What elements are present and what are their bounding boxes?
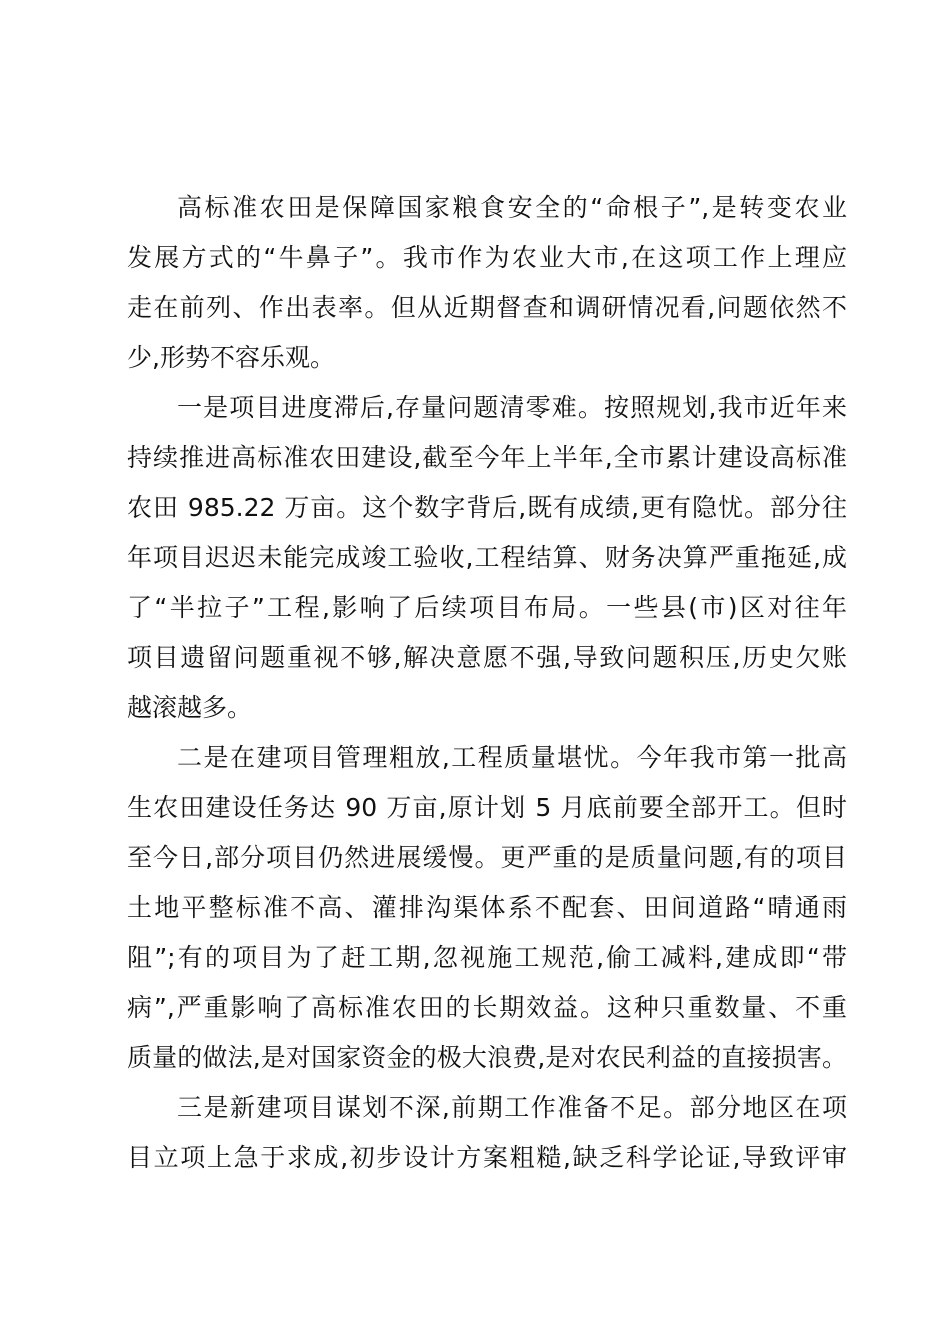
paragraph-2-line-2: 持续推进高标准农田建设,截至今年上半年,全市累计建设高标准 <box>127 443 847 472</box>
paragraph-2-line-5: 了“半拉子”工程,影响了后续项目布局。一些县(市)区对往年 <box>127 593 847 622</box>
paragraph-3-line-1: 二是在建项目管理粗放,工程质量堪忧。今年我市第一批高 <box>177 743 847 772</box>
paragraph-2-line-3: 农田 985.22 万亩。这个数字背后,既有成绩,更有隐忧。部分往 <box>127 493 847 522</box>
paragraph-1-line-1: 高标准农田是保障国家粮食安全的“命根子”,是转变农业 <box>177 193 847 222</box>
paragraph-1-line-4: 少,形势不容乐观。 <box>127 343 335 372</box>
paragraph-2-line-1: 一是项目进度滞后,存量问题清零难。按照规划,我市近年来 <box>177 393 847 422</box>
paragraph-3-line-4: 土地平整标准不高、灌排沟渠体系不配套、田间道路“晴通雨 <box>127 893 847 922</box>
paragraph-2-line-4: 年项目迟迟未能完成竣工验收,工程结算、财务决算严重拖延,成 <box>127 543 847 572</box>
paragraph-3-line-6: 病”,严重影响了高标准农田的长期效益。这种只重数量、不重 <box>127 993 847 1022</box>
paragraph-4-line-2: 目立项上急于求成,初步设计方案粗糙,缺乏科学论证,导致评审 <box>127 1143 847 1172</box>
paragraph-1-line-3: 走在前列、作出表率。但从近期督查和调研情况看,问题依然不 <box>127 293 847 322</box>
paragraph-2-line-6: 项目遗留问题重视不够,解决意愿不强,导致问题积压,历史欠账 <box>127 643 847 672</box>
paragraph-2-line-7: 越滚越多。 <box>127 693 253 722</box>
paragraph-3-line-2: 生农田建设任务达 90 万亩,原计划 5 月底前要全部开工。但时 <box>127 793 847 822</box>
paragraph-1-line-2: 发展方式的“牛鼻子”。我市作为农业大市,在这项工作上理应 <box>127 243 847 272</box>
paragraph-3-line-7: 质量的做法,是对国家资金的极大浪费,是对农民利益的直接损害。 <box>127 1043 847 1072</box>
paragraph-3-line-3: 至今日,部分项目仍然进展缓慢。更严重的是质量问题,有的项目 <box>127 843 847 872</box>
paragraph-4-line-1: 三是新建项目谋划不深,前期工作准备不足。部分地区在项 <box>177 1093 847 1122</box>
paragraph-3-line-5: 阻”;有的项目为了赶工期,忽视施工规范,偷工减料,建成即“带 <box>127 943 847 972</box>
